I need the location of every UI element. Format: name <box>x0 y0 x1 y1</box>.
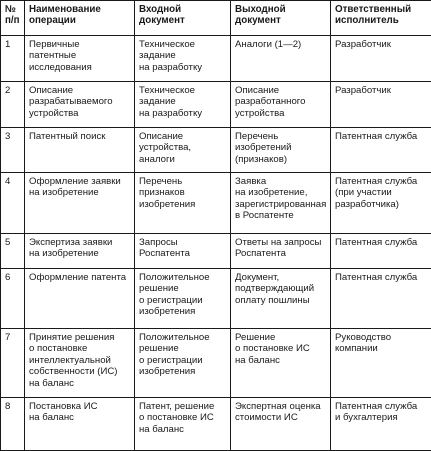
cell-input-document: Описание устройства, аналоги <box>135 128 231 173</box>
cell-responsible: Патентная служба и бухгалтерия <box>331 398 431 451</box>
cell-operation-name: Постановка ИС на баланс <box>25 398 135 451</box>
header-input-document: Входной документ <box>135 1 231 36</box>
cell-operation-name: Патентный поиск <box>25 128 135 173</box>
cell-operation-name: Описание разрабатываемого устройства <box>25 82 135 128</box>
cell-operation-name: Экспертиза заявки на изобретение <box>25 234 135 269</box>
header-number: № п/п <box>1 1 25 36</box>
header-responsible: Ответственный исполнитель <box>331 1 431 36</box>
table-row <box>1 173 431 234</box>
table-row <box>1 329 431 398</box>
cell-responsible: Патентная служба <box>331 234 431 269</box>
table-row <box>1 128 431 173</box>
cell-input-document: Перечень признаков изобретения <box>135 173 231 234</box>
cell-operation-name: Принятие решения о постановке интеллектуальной собственности (ИС) на баланс <box>25 329 135 398</box>
cell-number: 6 <box>1 269 25 329</box>
cell-input-document: Запросы Роспатента <box>135 234 231 269</box>
table-row <box>1 398 431 451</box>
cell-output-document: Аналоги (1—2) <box>231 36 331 82</box>
cell-operation-name: Оформление заявки на изобретение <box>25 173 135 234</box>
table-row <box>1 234 431 269</box>
cell-input-document: Положительное решение о регистрации изобретения <box>135 329 231 398</box>
cell-output-document: Описание разработанного устройства <box>231 82 331 128</box>
table-row <box>1 269 431 329</box>
cell-responsible: Патентная служба <box>331 269 431 329</box>
cell-input-document: Техническое задание на разработку <box>135 36 231 82</box>
table-row <box>1 82 431 128</box>
cell-output-document: Документ, подтверждающий оплату пошлины <box>231 269 331 329</box>
cell-output-document: Заявка на изобретение, зарегистрированная в Роспатенте <box>231 173 331 234</box>
header-operation-name: Наименование операции <box>25 1 135 36</box>
cell-output-document: Решение о постановке ИС на баланс <box>231 329 331 398</box>
cell-responsible: Патентная служба (при участии разработчика) <box>331 173 431 234</box>
header-row <box>1 1 431 36</box>
cell-responsible: Разработчик <box>331 36 431 82</box>
cell-operation-name: Оформление патента <box>25 269 135 329</box>
cell-input-document: Техническое задание на разработку <box>135 82 231 128</box>
cell-output-document: Экспертная оценка стоимости ИС <box>231 398 331 451</box>
cell-responsible: Руководство компании <box>331 329 431 398</box>
cell-operation-name: Первичные патентные исследования <box>25 36 135 82</box>
cell-responsible: Патентная служба <box>331 128 431 173</box>
table-row <box>1 36 431 82</box>
cell-input-document: Положительное решение о регистрации изобретения <box>135 269 231 329</box>
cell-responsible: Разработчик <box>331 82 431 128</box>
cell-number: 7 <box>1 329 25 398</box>
cell-number: 4 <box>1 173 25 234</box>
header-output-document: Выходной документ <box>231 1 331 36</box>
cell-number: 5 <box>1 234 25 269</box>
cell-number: 2 <box>1 82 25 128</box>
cell-output-document: Ответы на запросы Роспатента <box>231 234 331 269</box>
cell-number: 3 <box>1 128 25 173</box>
cell-number: 1 <box>1 36 25 82</box>
cell-input-document: Патент, решение о постановке ИС на баланс <box>135 398 231 451</box>
cell-number: 8 <box>1 398 25 451</box>
cell-output-document: Перечень изобретений (признаков) <box>231 128 331 173</box>
